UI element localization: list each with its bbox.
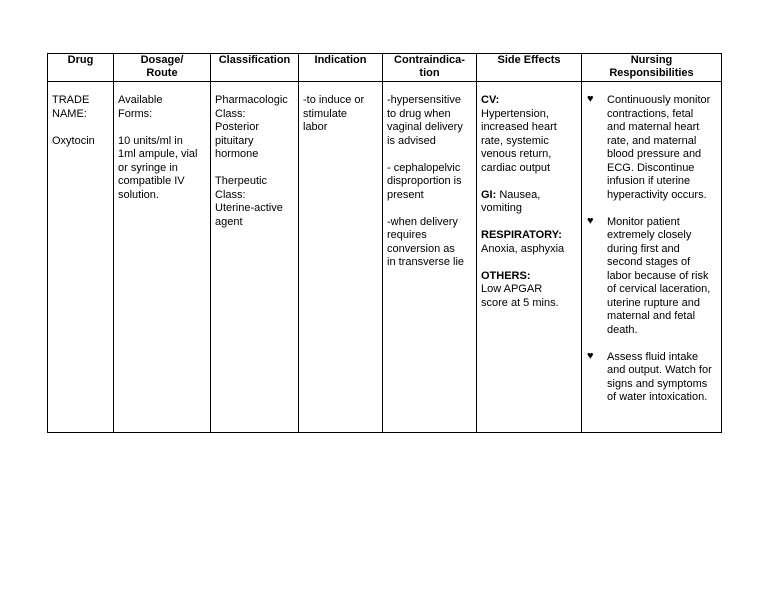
drug-study-table [47, 53, 722, 433]
heart-bullet-icon: ♥ [587, 349, 594, 362]
cv-label: CV: [481, 94, 500, 106]
nursing-item-text: Assess fluid intake and output. Watch for signs and symptoms of water intoxication. [607, 350, 712, 403]
cell-classification [211, 82, 299, 433]
cv-text: Hypertension, increased heart rate, systemic venous return, cardiac output [481, 107, 557, 174]
header-classification: Classification [211, 54, 299, 82]
table-row [48, 82, 722, 433]
header-contraindication: Contraindica- tion [383, 54, 477, 82]
nursing-item-text: Continuously monitor contractions, fetal and maternal heart rate, and maternal blood pressure and ECG. Discontinue infusion if uterine hyperactivity occurs. [607, 94, 711, 201]
header-side-effects: Side Effects [477, 54, 582, 82]
cell-contraindication [383, 82, 477, 433]
heart-bullet-icon: ♥ [587, 93, 594, 105]
pharmacologic-class-label: Pharmacologic Class: [215, 94, 288, 120]
cell-nursing-responsibilities [582, 82, 722, 433]
list-item [586, 216, 717, 338]
drug-name: Oxytocin [52, 134, 95, 147]
available-forms-label: Available Forms: [118, 94, 163, 120]
cell-side-effects [477, 82, 582, 433]
cell-drug [48, 82, 114, 433]
side-effect-cv [481, 94, 577, 175]
contraindication-item: -hypersensitive to drug when vaginal delivery is advised [387, 94, 463, 147]
list-item [586, 94, 717, 202]
side-effect-others [481, 270, 577, 311]
side-effect-gi [481, 189, 577, 216]
header-dosage-route: Dosage/ Route [114, 54, 211, 82]
header-drug: Drug [48, 54, 114, 82]
gi-text: Nausea, vomiting [481, 188, 541, 214]
list-item [586, 351, 717, 405]
indication-text: -to induce or stimulate labor [303, 94, 365, 133]
contraindication-item: -when delivery requires conversion as in transverse lie [387, 215, 465, 268]
header-indication: Indication [299, 54, 383, 82]
gi-label: GI: [481, 188, 497, 201]
others-text: Low APGAR score at 5 mins. [481, 283, 559, 309]
respiratory-text: Anoxia, asphyxia [481, 242, 565, 255]
cell-indication [299, 82, 383, 433]
heart-bullet-icon: ♥ [587, 214, 594, 227]
nursing-list [586, 94, 717, 405]
cell-dosage [114, 82, 211, 433]
trade-name-label: TRADE NAME: [52, 94, 90, 120]
therapeutic-class-value: Uterine-active agent [215, 202, 283, 228]
pharmacologic-class-value: Posterior pituitary hormone [215, 121, 260, 160]
side-effect-respiratory [481, 229, 577, 256]
therapeutic-class-label: Therpeutic Class: [215, 175, 267, 201]
available-forms-text: 10 units/ml in 1ml ampule, vial or syringe in compatible IV solution. [118, 134, 198, 201]
header-nursing-responsibilities: Nursing Responsibilities [582, 54, 722, 82]
header-row [48, 54, 722, 82]
contraindication-item: - cephalopelvic disproportion is present [387, 161, 462, 201]
respiratory-label: RESPIRATORY: [481, 229, 562, 241]
others-label: OTHERS: [481, 269, 531, 282]
nursing-item-text: Monitor patient extremely closely during first and second stages of labor because of risk of cervical laceration, uterine rupture and maternal and fetal death. [607, 215, 711, 336]
